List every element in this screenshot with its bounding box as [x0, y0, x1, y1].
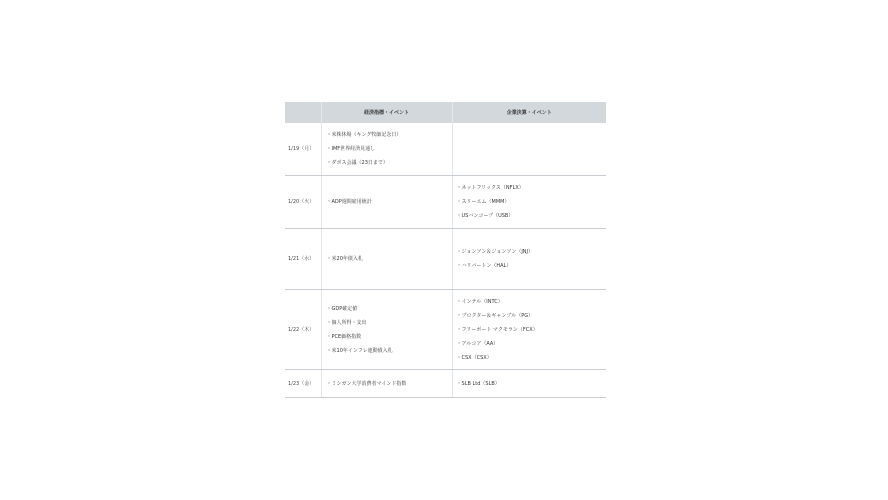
list-item: ・ GDP確定値: [327, 302, 452, 316]
list-item: ・ ADP週間雇用統計: [327, 195, 452, 209]
table-row: [285, 290, 606, 370]
row-date: 1/20（火）: [285, 176, 321, 229]
list-item: ・ フリーポート マクモラン（FCX）: [457, 323, 607, 337]
list-item: ・ プロクター＆ギャンブル（PG）: [457, 309, 607, 323]
table-header-row: [285, 102, 606, 123]
list-item: ・ インテル（INTC）: [457, 295, 607, 309]
list-item: ・ 米20年債入札: [327, 252, 452, 266]
row-date: 1/21（水）: [285, 229, 321, 290]
earnings-schedule-table: [285, 102, 606, 398]
list-item: ・ PCE価格指数: [327, 330, 452, 344]
list-item: ・ ジョンソン＆ジョンソン（JNJ）: [457, 245, 607, 259]
list-item: ・ ネットフリックス（NFLX）: [457, 181, 607, 195]
table-row: [285, 176, 606, 229]
list-item: ・ IMF世界経済見通し: [327, 142, 452, 156]
corporate-events-cell: [452, 290, 606, 370]
table-row: [285, 370, 606, 398]
list-item: ・ ミシガン大学消費者マインド指数: [327, 377, 452, 391]
list-item: ・ スリーエム（MMM）: [457, 195, 607, 209]
list-item: ・ CSX（CSX）: [457, 351, 607, 365]
corporate-events-cell: [452, 123, 606, 176]
list-item: ・ SLB Ltd（SLB）: [457, 377, 607, 391]
list-item: ・ アルコア（AA）: [457, 337, 607, 351]
list-item: ・ 米10年インフレ連動債入札: [327, 344, 452, 358]
header-economic-events: 経済指標・イベント: [321, 102, 452, 123]
header-corporate-events: 企業決算・イベント: [452, 102, 606, 123]
list-item: ・ 米株休場（キング牧師記念日）: [327, 128, 452, 142]
economic-events-cell: [321, 123, 452, 176]
corporate-events-cell: [452, 370, 606, 398]
row-date: 1/22（木）: [285, 290, 321, 370]
row-date: 1/19（月）: [285, 123, 321, 176]
table-row: [285, 123, 606, 176]
list-item: ・ ハリバートン（HAL）: [457, 259, 607, 273]
row-date: 1/23（金）: [285, 370, 321, 398]
economic-events-cell: [321, 370, 452, 398]
table-row: [285, 229, 606, 290]
list-item: ・ ダボス会議（23日まで）: [327, 156, 452, 170]
economic-events-cell: [321, 290, 452, 370]
corporate-events-cell: [452, 176, 606, 229]
corporate-events-cell: [452, 229, 606, 290]
economic-events-cell: [321, 176, 452, 229]
header-date: [285, 102, 321, 123]
list-item: ・ 個人所得・支出: [327, 316, 452, 330]
economic-events-cell: [321, 229, 452, 290]
list-item: ・ USバンコープ（USB）: [457, 209, 607, 223]
